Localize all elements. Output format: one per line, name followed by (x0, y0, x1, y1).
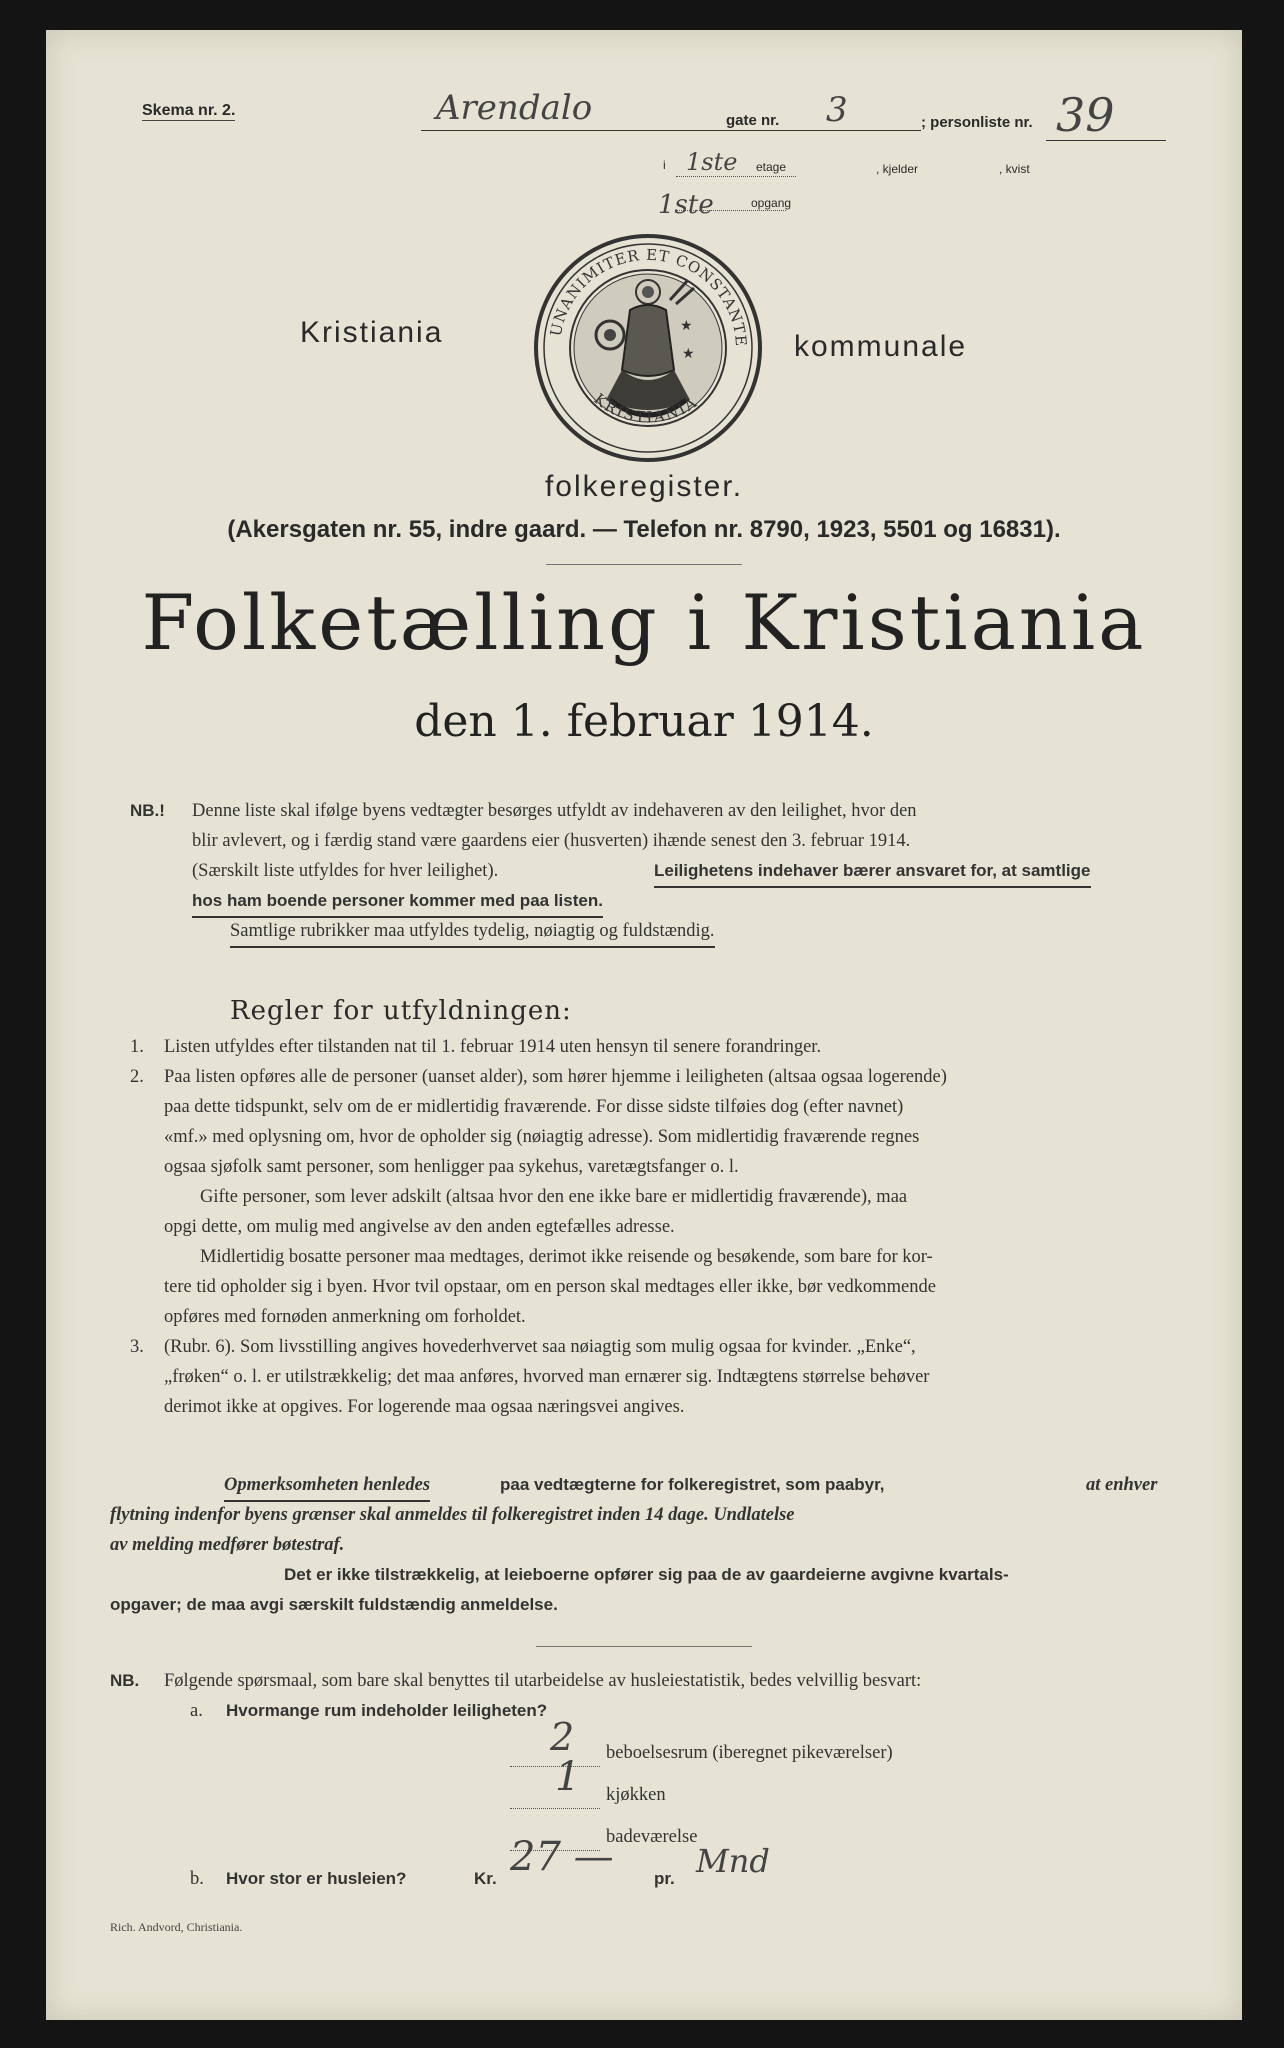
divider (546, 564, 742, 565)
rule2-line4: ogsaa sjøfolk samt personer, som henligger paa sykehus, varetægtsfanger o. l. (164, 1157, 739, 1177)
rule1-text: Listen utfyldes efter tilstanden nat til 1. februar 1914 uten hensyn til senere forandringer. (164, 1037, 822, 1057)
printer-credit: Rich. Andvord, Christiania. (110, 1920, 243, 1934)
nb1-line3a: (Særskilt liste utfyldes for hver leilighet). (192, 861, 499, 881)
answer-kitchen: 1 (555, 1754, 581, 1800)
opgang-line (676, 210, 786, 211)
kr-label: Kr. (474, 1869, 497, 1888)
qa-question: Hvormange rum indeholder leiligheten? (226, 1701, 548, 1720)
nb2-label: NB. (110, 1671, 140, 1690)
rule2-line8: tere tid opholder sig i byen. Hvor tvil opstaar, om en person skal medtages eller ikke, bør vedkommende (164, 1277, 936, 1297)
rule2-line5: Gifte personer, som lever adskilt (altsaa hvor den ene ikke bare er midlertidig fraværende), maa (200, 1187, 908, 1207)
census-form-sheet (46, 30, 1242, 2020)
gate-label: gate nr. (726, 112, 780, 129)
rule3-number: 3. (130, 1337, 144, 1357)
seal-icon (530, 230, 766, 466)
gate-handwritten: Arendalo (436, 88, 593, 128)
skema-number: Skema nr. 2. (142, 102, 236, 119)
answer-rooms: 2 (550, 1715, 575, 1759)
rules-heading: Regler for utfyldningen: (230, 996, 572, 1026)
nb2-section (110, 1666, 1200, 1926)
personliste-line (1046, 140, 1166, 141)
svg-text:★: ★ (682, 347, 695, 362)
rule1-number: 1. (130, 1037, 144, 1057)
notice-line1: paa vedtægterne for folkeregistret, som paabyr, (500, 1475, 885, 1494)
answer-period: Mnd (696, 1842, 770, 1880)
notice-line1-italic: at enhver (1086, 1475, 1158, 1495)
kitchen-line (510, 1808, 600, 1809)
svg-text:UNANIMITER ET CONSTANTER: UNANIMITER ET CONSTANTE (546, 245, 751, 348)
opgang-label: opgang (751, 196, 792, 210)
masthead-left: Kristiania (300, 316, 444, 349)
nb1-label: NB.! (130, 801, 165, 820)
opgang-handwritten: 1ste (658, 190, 714, 220)
answer-rent: 27 — (510, 1834, 614, 1880)
svg-text:★: ★ (680, 319, 693, 334)
qb-question: Hvor stor er husleien? (226, 1869, 407, 1888)
svg-text:KRISTIANIA: KRISTIANIA (590, 389, 702, 427)
rule2-line6: opgi dette, om mulig med angivelse av den anden egtefælles adresse. (164, 1217, 675, 1237)
personliste-handwritten: 39 (1056, 88, 1115, 142)
kristiania-seal (530, 230, 766, 466)
notice-section (110, 1470, 1200, 1650)
etage-line (676, 176, 796, 177)
page-title: Folketælling i Kristiania (141, 578, 1147, 667)
etage-handwritten: 1ste (686, 148, 738, 176)
nb1-line1: Denne liste skal ifølge byens vedtægter besørges utfyldt av indehaveren av den leilighet, hvor den (192, 801, 917, 821)
kitchen-label: kjøkken (606, 1785, 666, 1805)
pr-label: pr. (654, 1869, 675, 1888)
notice-line3: av melding medfører bøtestraf. (110, 1535, 345, 1555)
nb2-intro: Følgende spørsmaal, som bare skal benyttes til utarbeidelse av husleiestatistik, bedes velvillig besvart: (164, 1671, 922, 1691)
nb1-line5: Samtlige rubrikker maa utfyldes tydelig, nøiagtig og fuldstændig. (230, 916, 715, 948)
bath-label: badeværelse (606, 1827, 698, 1847)
rule2-line3: «mf.» med oplysning om, hvor de opholder sig (nøiagtig adresse). Som midlertidig fraværende regnes (164, 1127, 920, 1147)
qb-label: b. (190, 1869, 204, 1889)
notice-line4: Det er ikke tilstrækkelig, at leieboerne opfører sig paa de av gaardeierne avgivne kvartals- (284, 1565, 1009, 1584)
rules-list (130, 1032, 1190, 1472)
rule3-line3: derimot ikke at opgives. For logerende maa ogsaa næringsvei angives. (164, 1397, 685, 1417)
personliste-label: ; personliste nr. (921, 114, 1033, 131)
nb1-line2: blir avlevert, og i færdig stand være gaardens eier (husverten) ihænde senest den 3. februar 1914. (192, 831, 911, 851)
kvist-label: , kvist (999, 162, 1030, 176)
kjelder-label: , kjelder (876, 162, 919, 176)
rule2-line1: Paa listen opføres alle de personer (uanset alder), som hører hjemme i leiligheten (altsaa ogsaa logerende) (164, 1067, 947, 1087)
divider (536, 1646, 752, 1647)
gate-number-handwritten: 3 (826, 90, 848, 130)
masthead-right: kommunale (794, 330, 968, 363)
rule2-line2: paa dette tidspunkt, selv om de er midlertidig fraværende. For disse sidste tilføies dog (efter navnet) (164, 1097, 904, 1117)
masthead-address: (Akersgaten nr. 55, indre gaard. — Telefon nr. 8790, 1923, 5501 og 16831). (227, 516, 1061, 543)
notice-emphasis: Opmerksomheten henledes (224, 1470, 430, 1502)
rooms-label: beboelsesrum (iberegnet pikeværelser) (606, 1743, 893, 1763)
rule3-line1: (Rubr. 6). Som livsstilling angives hovederhvervet saa nøiagtig som mulig ogsaa for kvinder. „Enke“, (164, 1337, 916, 1357)
page-date: den 1. februar 1914. (414, 696, 874, 747)
rule2-line7: Midlertidig bosatte personer maa medtages, derimot ikke reisende og besøkende, som bare for kor- (200, 1247, 933, 1267)
rule2-number: 2. (130, 1067, 144, 1087)
nb1-line3b: Leilighetens indehaver bærer ansvaret for, at samtlige (654, 856, 1091, 888)
notice-line2: flytning indenfor byens grænser skal anmeldes til folkeregistret inden 14 dage. Undlatelse (110, 1505, 795, 1525)
nb1-line4: hos ham boende personer kommer med paa listen. (192, 886, 603, 918)
gate-line (421, 130, 921, 131)
notice-line5: opgaver; de maa avgi særskilt fuldstændig anmeldelse. (110, 1595, 558, 1614)
rule3-line2: „frøken“ o. l. er utilstrækkelig; det maa anføres, hvorved man ernærer sig. Indtægtens størrelse behøver (164, 1367, 930, 1387)
masthead-subtitle: folkeregister. (544, 470, 744, 503)
i-label: i (663, 158, 666, 172)
qa-label: a. (190, 1701, 203, 1721)
rule2-line9: opføres med fornøden anmerkning om forholdet. (164, 1307, 526, 1327)
etage-label: etage (756, 160, 787, 174)
